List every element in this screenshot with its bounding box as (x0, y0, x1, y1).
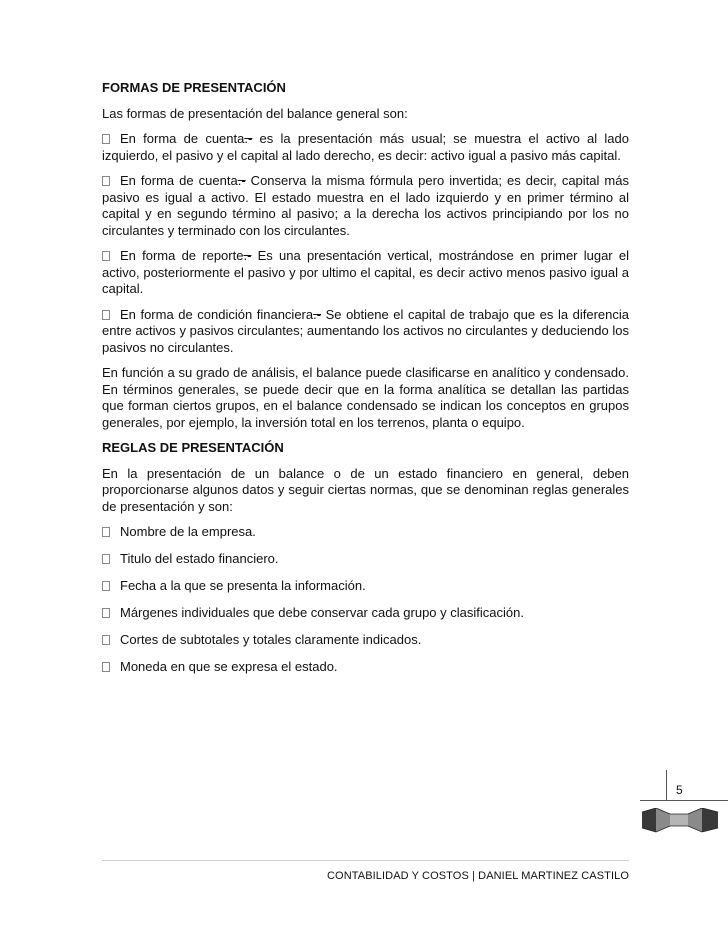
item-text: Conserva la misma fórmula pero invertida; es decir, capital más pasivo es igual a activo. El estado muestra en el lado izquierdo y en primer término al capital y en segundo término al pasivo; a la derecha los activos principiando por los no circulantes y terminado con los circulantes. (102, 173, 629, 238)
list-item-text: Fecha a la que se presenta la información. (120, 578, 366, 593)
item-text: Es una presentación vertical, mostrándose en primer lugar el activo, posteriormente el pasivo y por ultimo el capital, es decir activo menos pasivo igual a capital. (102, 248, 629, 296)
item-term: En forma de condición financiera (120, 306, 314, 322)
bullet-box-icon (102, 176, 110, 186)
section-intro-formas: Las formas de presentación del balance general son: (102, 105, 408, 121)
reglas-item-4 (102, 605, 629, 622)
page-corner-line-vertical (666, 770, 667, 800)
page-corner-line-horizontal (640, 800, 728, 801)
reglas-item-5 (102, 632, 629, 649)
page-number: 5 (676, 783, 683, 797)
reglas-item-2 (102, 551, 629, 568)
list-item-text: Moneda en que se expresa el estado. (120, 659, 338, 674)
page-body (102, 80, 629, 686)
item-term: En forma de cuenta (120, 131, 245, 146)
section-heading-formas: FORMAS DE PRESENTACIÓN (102, 80, 286, 95)
bullet-box-icon (102, 554, 110, 564)
list-item-text: Márgenes individuales que debe conservar cada grupo y clasificación. (120, 605, 524, 620)
bullet-box-icon (102, 310, 110, 320)
item-dash: .- (244, 131, 253, 146)
bullet-box-icon (102, 581, 110, 591)
item-dash: .- (243, 248, 252, 263)
bullet-box-icon (102, 635, 110, 645)
list-item-text: Nombre de la empresa. (120, 524, 256, 539)
footer-rule (102, 860, 629, 861)
item-term: En forma de cuenta (120, 173, 238, 188)
formas-item-3 (102, 248, 629, 298)
bullet-box-icon (102, 662, 110, 672)
bullet-box-icon (102, 134, 110, 144)
item-text: es la presentación más usual; se muestra el activo al lado izquierdo, el pasivo y el capital al lado derecho, es decir: activo igual a pasivo más capital. (102, 131, 629, 163)
item-term: En forma de reporte (120, 248, 244, 263)
item-text: Se obtiene el capital de trabajo que es la diferencia entre activos y pasivos circulantes; aumentando los activos no circulantes y deduciendo los pasivos no circulantes. (102, 306, 629, 355)
reglas-item-1 (102, 524, 629, 541)
section-heading-reglas: REGLAS DE PRESENTACIÓN (102, 440, 284, 455)
bullet-box-icon (102, 527, 110, 537)
formas-item-2 (102, 173, 629, 239)
reglas-item-3 (102, 578, 629, 595)
item-dash: .- (237, 173, 246, 188)
formas-item-4 (102, 307, 629, 357)
page-footer: CONTABILIDAD Y COSTOS | DANIEL MARTINEZ CASTILO (327, 870, 629, 882)
formas-item-1 (102, 131, 629, 164)
list-item-text: Cortes de subtotales y totales claramente indicados. (120, 632, 422, 647)
list-item-text: Titulo del estado financiero. (120, 551, 279, 566)
formas-closing-paragraph: En función a su grado de análisis, el balance puede clasificarse en analítico y condensado. En términos generales, se puede decir que en la forma analítica se detallan las partidas que forman ciertos grupos, en el balance condensado se indican los conceptos en grupos generales, por ejemplo, la inversión total en los terrenos, planta o equipo. (102, 365, 629, 430)
decorative-cubes-icon (642, 808, 718, 834)
item-dash: .- (313, 306, 322, 322)
bullet-box-icon (102, 608, 110, 618)
bullet-box-icon (102, 251, 110, 261)
reglas-item-6 (102, 659, 629, 676)
section-intro-reglas: En la presentación de un balance o de un estado financiero en general, deben proporcionarse algunos datos y seguir ciertas normas, que se denominan reglas generales de presentación y son: (102, 465, 629, 514)
